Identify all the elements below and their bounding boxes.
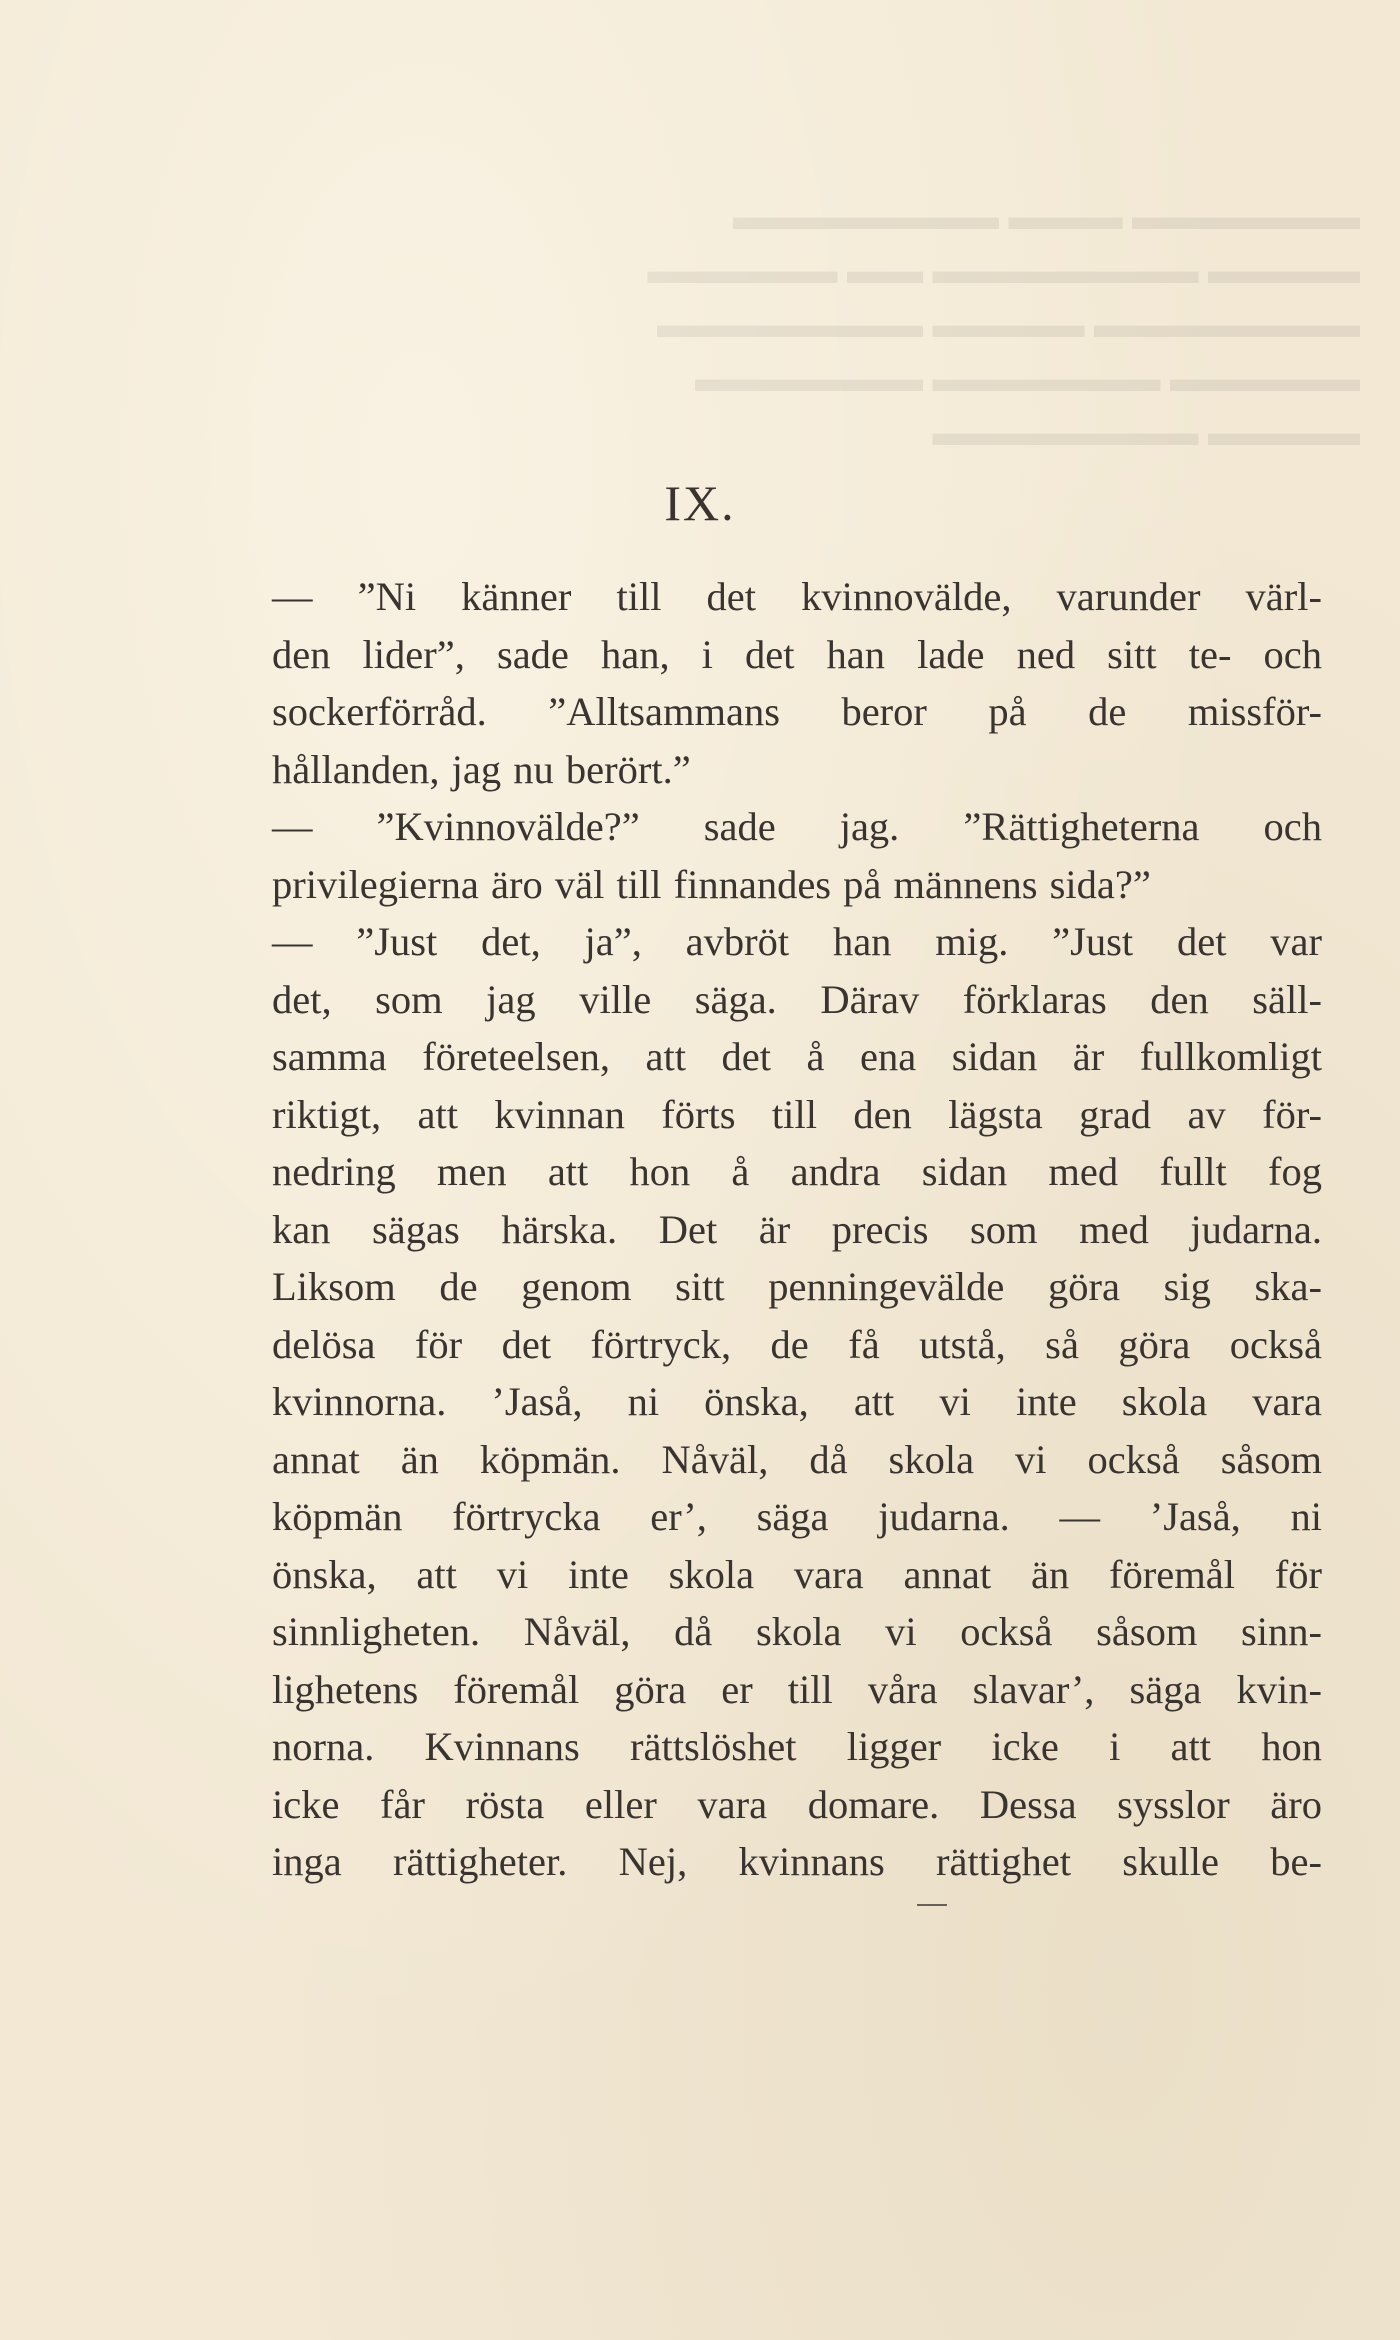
text-line: den lider”, sade han, i det han lade ned sitt te- och: [272, 631, 1322, 677]
text-line: icke får rösta eller vara domare. Dessa sysslor äro: [272, 1781, 1322, 1827]
text-line: hållanden, jag nu berört.”: [272, 746, 691, 792]
text-line: sinnligheten. Nåväl, då skola vi också såsom sinn-: [272, 1609, 1322, 1654]
printer-mark: [917, 1904, 947, 1906]
text-line: köpmän förtrycka er’, säga judarna. — ’Jaså, ni: [272, 1494, 1322, 1539]
text-line: riktigt, att kvinnan förts till den lägsta grad av för-: [272, 1091, 1322, 1137]
text-line: det, som jag ville säga. Därav förklaras den säll-: [272, 976, 1322, 1022]
text-line: Liksom de genom sitt penningevälde göra sig ska-: [272, 1264, 1322, 1309]
text-line: sockerförråd. ”Alltsammans beror på de missför-: [272, 689, 1322, 734]
text-line: kan sägas härska. Det är precis som med judarna.: [272, 1206, 1322, 1252]
body-text: [272, 568, 1322, 1891]
text-line: norna. Kvinnans rättslöshet ligger icke i att hon: [272, 1724, 1322, 1769]
text-line: önska, att vi inte skola vara annat än föremål för: [272, 1551, 1322, 1597]
text-line: inga rättigheter. Nej, kvinnans rättighet skulle be-: [272, 1839, 1322, 1884]
text-line: annat än köpmän. Nåväl, då skola vi också såsom: [272, 1436, 1322, 1482]
text-line: samma företeelsen, att det å ena sidan är fullkomligt: [272, 1034, 1322, 1079]
text-line: delösa för det förtryck, de få utstå, så göra också: [272, 1321, 1322, 1367]
text-line: nedring men att hon å andra sidan med fullt fog: [272, 1149, 1322, 1194]
text-line: kvinnorna. ’Jaså, ni önska, att vi inte skola vara: [272, 1379, 1322, 1424]
chapter-heading: IX.: [664, 475, 736, 531]
text-line: — ”Ni känner till det kvinnovälde, varunder värl-: [272, 574, 1322, 619]
text-line: — ”Kvinnovälde?” sade jag. ”Rättigheterna och: [272, 804, 1322, 849]
text-line: — ”Just det, ja”, avbröt han mig. ”Just det var: [272, 919, 1322, 964]
show-through-texture: ▬▬▬▬▬▬ ▬▬▬ ▬▬▬▬▬▬▬ ▬▬▬▬ ▬▬▬▬▬▬▬ ▬▬ ▬▬▬▬▬ ▬▬▬▬▬▬▬ ▬▬▬▬ ▬▬▬▬▬▬▬ ▬▬▬▬▬ ▬▬▬▬▬▬ ▬▬▬▬▬▬ ▬▬▬▬ ▬▬▬▬▬▬▬: [647, 196, 1360, 454]
text-line: lighetens föremål göra er till våra slavar’, säga kvin-: [272, 1666, 1322, 1712]
text-line: privilegierna äro väl till finnandes på männens sida?”: [272, 861, 1151, 907]
